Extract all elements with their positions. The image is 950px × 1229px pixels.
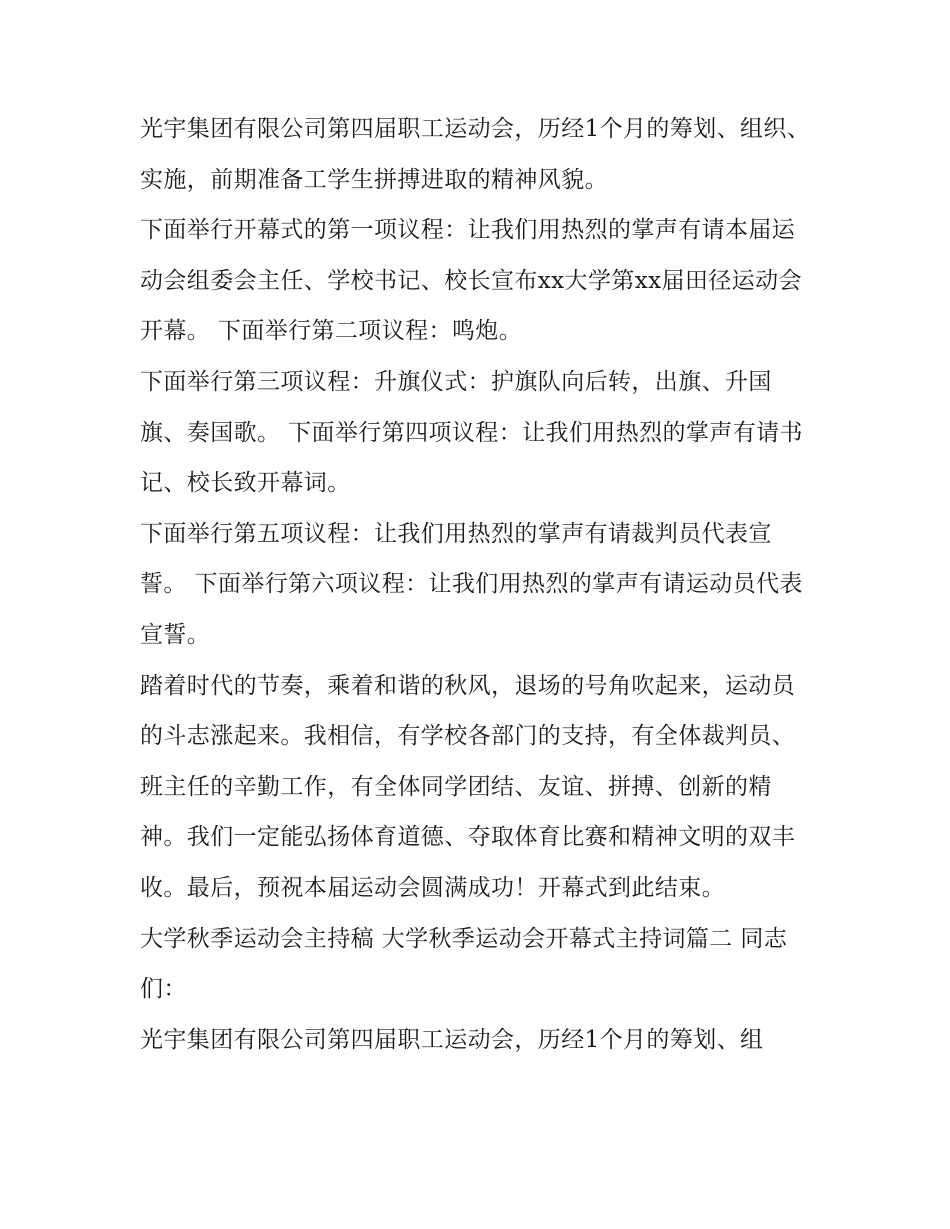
- paragraph-3: 下面举行第三项议程：升旗仪式：护旗队向后转，出旗、升国旗、奏国歌。 下面举行第四项议程：让我们用热烈的掌声有请书记、校长致开幕词。: [140, 368, 803, 497]
- paragraph-2: 下面举行开幕式的第一项议程：让我们用热烈的掌声有请本届运动会组委会主任、学校书记、校长宣布xx大学第xx届田径运动会开幕。 下面举行第二项议程：鸣炮。: [140, 217, 802, 345]
- document-body: [140, 104, 812, 1065]
- paragraph-4: 下面举行第五项议程：让我们用热烈的掌声有请裁判员代表宣誓。 下面举行第六项议程：让我们用热烈的掌声有请运动员代表宣誓。: [140, 520, 803, 648]
- paragraph-1: 光宇集团有限公司第四届职工运动会，历经1个月的筹划、组织、实施，前期准备工学生拼搏进取的精神风貌。: [140, 116, 811, 193]
- paragraph-5: 踏着时代的节奏，乘着和谐的秋风，退场的号角吹起来，运动员的斗志涨起来。我相信，有学校各部门的支持，有全体裁判员、班主任的辛勤工作，有全体同学团结、友谊、拼搏、创新的精神。我们一定能弘扬体育道德、夺取体育比赛和精神文明的双丰收。最后，预祝本届运动会圆满成功！开幕式到此结束。: [140, 672, 796, 901]
- paragraph-6: 大学秋季运动会主持稿 大学秋季运动会开幕式主持词篇二 同志们：: [140, 925, 788, 1003]
- paragraph-7: 光宇集团有限公司第四届职工运动会，历经1个月的筹划、组: [140, 1026, 764, 1053]
